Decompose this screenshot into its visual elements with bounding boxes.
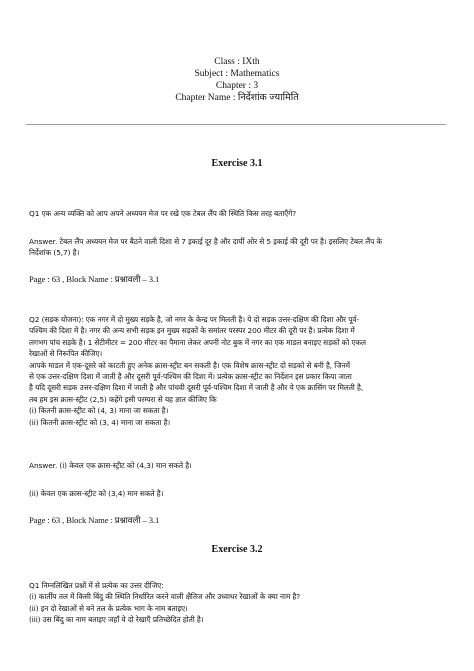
document-header xyxy=(0,56,474,104)
chapter-line: Chapter : 3 xyxy=(215,81,259,91)
page-reference-text: Page : 63 , Block Name : प्रश्नावली – 3.1 xyxy=(29,515,160,525)
answer-line: Answer. (i) केवल एक क्रास-स्ट्रीट को (4,3) मान सकते है। xyxy=(29,461,192,470)
exercise-3-1-q1 xyxy=(29,208,445,219)
exercise-3-2-q1 xyxy=(29,580,445,626)
exercise-3-1-a2-part2 xyxy=(29,488,445,499)
question-line: (ii) इन दो रेखाओं से बने तल के प्रत्येक भाग के नाम बताइए। xyxy=(29,603,188,613)
header-divider xyxy=(26,124,446,125)
page-reference-1 xyxy=(29,274,445,285)
question-text: Q1 एक अन्य व्यक्ति को आप अपने अध्ययन मेज पर रखे एक टेबल लैंप की स्थिति किस तरह बताएँगे? xyxy=(29,209,297,218)
exercise-3-2-title: Exercise 3.2 xyxy=(211,544,263,555)
question-line: Q1 निम्नलिखित प्रश्नों में से प्रत्येक का उत्तर दीजिए: xyxy=(29,581,164,590)
question-line: आपके माडल में एक-दूसरे को काटती हुए अनेक क्रास-स्ट्रीट बन सकती है। एक विशेष क्रास-स्ट्रीट दो सड़को से बनी है, जिनमें xyxy=(29,360,350,370)
question-line: तब हम इस क्रास-स्ट्रीट (2,5) कहेंगे इसी परम्परा से यह ज्ञात कीजिए कि xyxy=(29,394,217,404)
exercise-3-1-a1 xyxy=(29,236,445,259)
question-line: पश्चिम की दिशा में है। नगर की अन्य सभी सड़क इन मुख्य सड़कों के समांतर परस्पर 200 मीटर की दूरी पर है। प्रत्येक दिशा में xyxy=(29,326,355,336)
answer-line: (ii) केवल एक क्रास-स्ट्रीट को (3,4) मान सकते है। xyxy=(29,489,164,498)
subject-line: Subject : Mathematics xyxy=(194,69,280,79)
question-line: Q2 (सड़क योजना): एक नगर में दो मुख्य सड़के है, जो नगर के केन्द्र पर मिलती है। ये दो सड़क उत्तर-दक्षिण की दिशा और पूर्व- xyxy=(29,315,359,324)
exercise-3-1-q2 xyxy=(29,314,445,428)
question-line: है यदि दूसरी सड़क उत्तर-दक्षिण दिशा में जाती है और पांचवी दूसरी पूर्व-पश्चिम दिशा में जाती है और ये एक क्रासिंग पर मिलती है, xyxy=(29,383,364,393)
question-line: लगभग पांच सड़के है। 1 सेंटीमीटर = 200 मीटर का पैमाना लेकर अपनी नोट बुक में नगर का एक माडल बनाइए सड़कों को एकल xyxy=(29,337,366,347)
question-line: (ii) कितनी क्रास-स्ट्रीट को (3, 4) माना जा सकता है। xyxy=(29,417,171,427)
question-line: रेखाओं से निरूपित कीजिए। xyxy=(29,349,103,359)
question-line: (i) कितनी क्रास-स्ट्रीट को (4, 3) माना जा सकता है। xyxy=(29,406,169,416)
question-line: (i) कार्तीय तल में किसी बिंदु की स्थिति निर्धारित करने वाली क्षैतिज और उध्वाधर रेखाओं के क्या नाम है? xyxy=(29,592,301,602)
question-line: (iii) उस बिंदु का नाम बताइए जहाँ ये दो रेखाएँ प्रतिच्छेदित होती है। xyxy=(29,615,204,625)
exercise-3-1-title: Exercise 3.1 xyxy=(211,158,263,169)
exercise-3-1-a2 xyxy=(29,460,445,471)
answer-line: Answer. टेबल लैंप अध्ययन मेज पर बैठने वाली दिशा से 7 इकाई दूर है और दायीं ओर से 5 इकाई की दूरी पर है। इसलिए टेबल लैंप के xyxy=(29,237,383,246)
answer-line: निर्देशांक (5,7) है। xyxy=(29,248,80,258)
page-reference-2 xyxy=(29,515,445,526)
page-reference-text: Page : 63 , Block Name : प्रश्नावली – 3.1 xyxy=(29,274,160,284)
chapter-name-line: Chapter Name : निर्देशांक ज्यामिति xyxy=(175,93,299,103)
question-line: से एक उत्तर-दक्षिण दिशा में जाती है और दूसरी पूर्व-पश्चिम की दिशा में। प्रत्येक क्रास-स्ट्रीट का निर्देशन इस प्रकार किया जाता xyxy=(29,372,352,382)
class-line: Class : IXth xyxy=(214,57,260,67)
